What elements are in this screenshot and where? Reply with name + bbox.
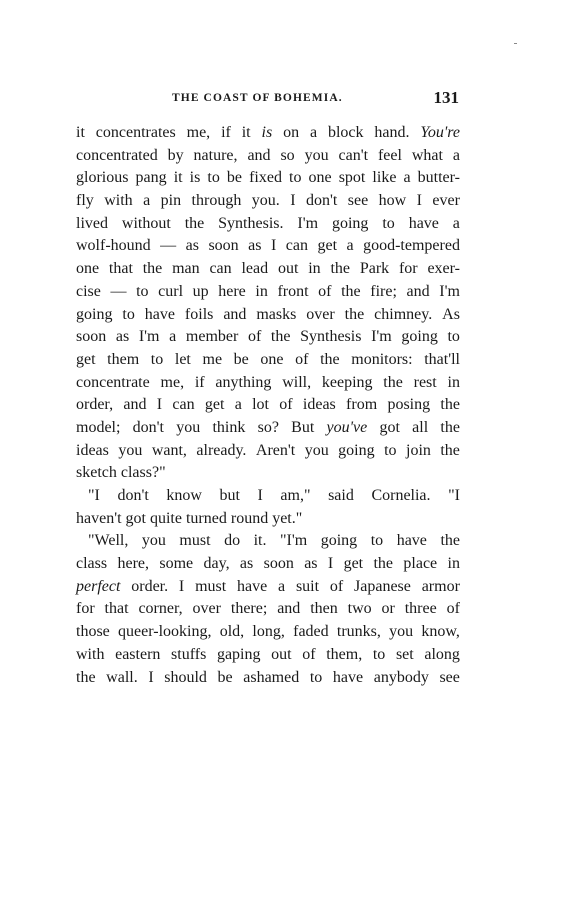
text-line: soon as I'm a member of the Synthesis I'm going to xyxy=(76,328,460,346)
page-speck xyxy=(514,43,517,44)
text-line: sketch class?" xyxy=(76,464,166,482)
text-line: model; don't you think so? But you've got all the xyxy=(76,418,460,436)
text-line: class here, some day, as soon as I get the place in xyxy=(76,555,460,573)
text-line: one that the man can lead out in the Park for exer- xyxy=(76,260,460,278)
text-line: order, and I can get a lot of ideas from posing the xyxy=(76,396,460,414)
text-line: haven't got quite turned round yet." xyxy=(76,509,303,527)
text-line: get them to let me be one of the monitors: that'll xyxy=(76,350,460,368)
running-head-title: THE COAST OF BOHEMIA. xyxy=(172,92,343,104)
text-line: it concentrates me, if it is on a block hand. You're xyxy=(76,124,460,141)
text-line: "I don't know but I am," said Cornelia. "I xyxy=(88,487,460,504)
running-head xyxy=(76,88,461,110)
body-text xyxy=(76,122,460,689)
text-line: with eastern stuffs gaping out of them, to set along xyxy=(76,645,460,663)
text-line: concentrate me, if anything will, keeping the rest in xyxy=(76,373,460,391)
text-line: the wall. I should be ashamed to have anybody see xyxy=(76,668,460,686)
text-line: those queer-looking, old, long, faded trunks, you know, xyxy=(76,623,460,641)
text-line: ideas you want, already. Aren't you going to join the xyxy=(76,441,460,459)
text-line: fly with a pin through you. I don't see how I ever xyxy=(76,192,460,210)
text-line: for that corner, over there; and then two or three of xyxy=(76,600,460,618)
text-line: "Well, you must do it. "I'm going to have the xyxy=(88,532,460,550)
text-line: concentrated by nature, and so you can't feel what a xyxy=(76,146,460,164)
text-line: going to have foils and masks over the chimney. As xyxy=(76,305,460,323)
text-line: cise — to curl up here in front of the fire; and I'm xyxy=(76,282,460,300)
text-line: glorious pang it is to be fixed to one spot like a butter- xyxy=(76,169,460,187)
text-line: wolf-hound — as soon as I can get a good-tempered xyxy=(76,237,460,255)
text-line: lived without the Synthesis. I'm going to have a xyxy=(76,214,460,232)
text-line: perfect order. I must have a suit of Japanese armor xyxy=(76,577,460,595)
page-number: 131 xyxy=(433,88,459,107)
